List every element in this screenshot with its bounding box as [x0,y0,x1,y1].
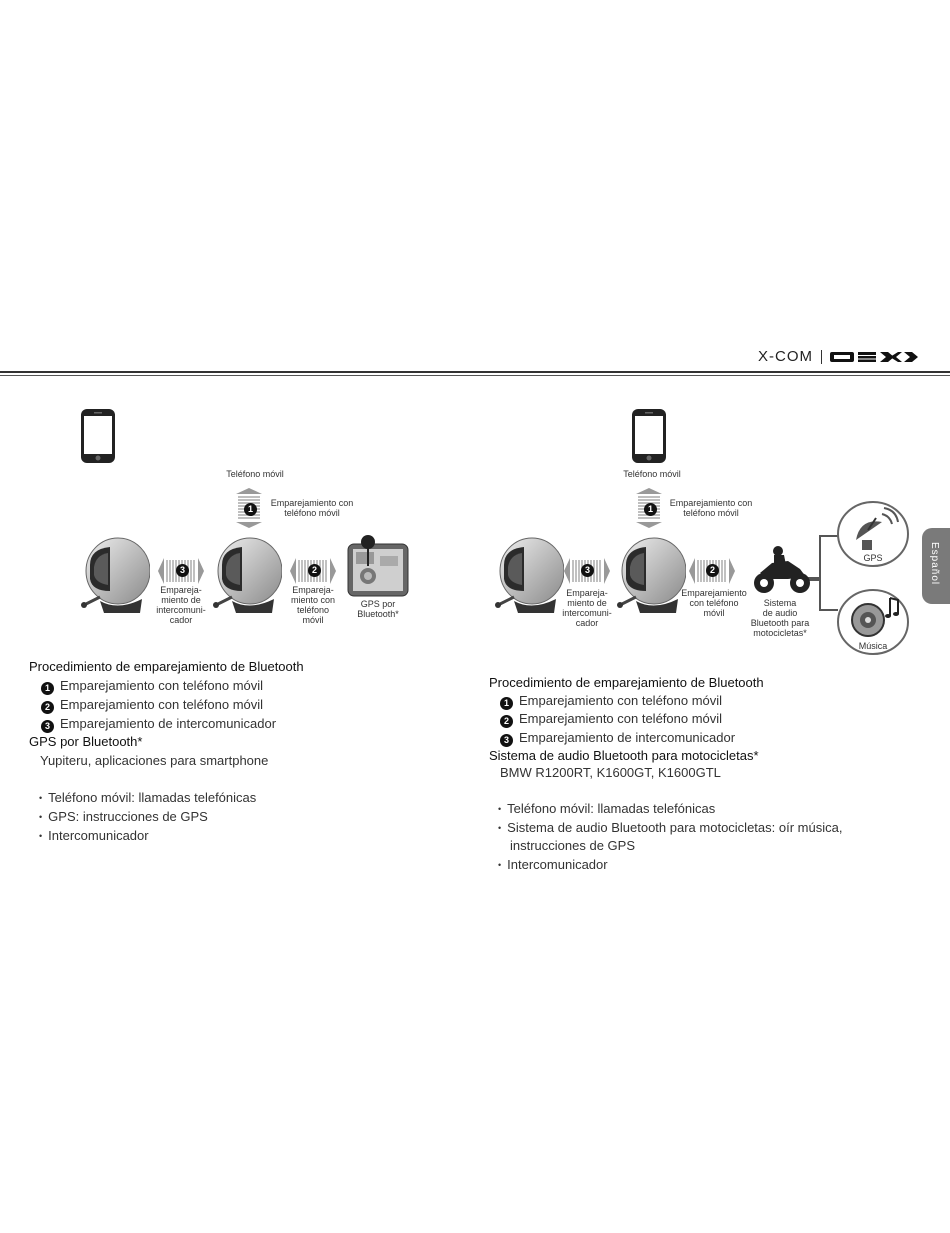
header-brand [758,348,922,365]
left-sub: Yupiteru, aplicaciones para smartphone [40,753,269,768]
step-badge-3: 3 [176,564,189,577]
left-heading-gps: GPS por Bluetooth* [29,734,143,749]
language-tab-label: Español [929,542,940,586]
step-badge-2: 2 [706,564,719,577]
gps-device-icon [346,534,410,598]
step-badge-1: 1 [244,503,257,516]
left-step-1: 1 Emparejamiento con teléfono móvil [41,678,263,695]
pair-phone-label: Emparejamiento con teléfono móvil [270,498,354,518]
right-bullet-1: • Teléfono móvil: llamadas telefónicas [498,801,715,816]
pair-intercom-label: Empareja- miento de intercomuni- cador [156,585,206,625]
pair-phone-label: Emparejamiento con teléfono móvil [669,498,753,518]
right-step-2: 2 Emparejamiento con teléfono móvil [500,711,722,728]
header-rule-thin [0,375,950,376]
left-step-2: 2 Emparejamiento con teléfono móvil [41,697,263,714]
gps-label: GPS [863,553,883,563]
right-sub: BMW R1200RT, K1600GT, K1600GTL [500,765,721,780]
pair-intercom-label: Empareja- miento de intercomuni- cador [562,588,612,628]
right-bullet-2: • Sistema de audio Bluetooth para motocicletas: oír música, instrucciones de GPS [498,819,890,855]
product-name: X-COM [758,348,813,365]
left-step-3: 3 Emparejamiento de intercomunicador [41,716,276,733]
right-step-3: 3 Emparejamiento de intercomunicador [500,730,735,747]
helmet-icon-center [212,535,282,615]
right-bullet-3: • Intercomunicador [498,857,608,872]
motorcycle-icon [752,545,812,595]
brand-divider [821,350,822,364]
left-heading-pairing: Procedimiento de emparejamiento de Bluetooth [29,659,304,674]
phone-label: Teléfono móvil [226,469,284,479]
header-rule [0,371,950,373]
left-bullet-2: • GPS: instrucciones de GPS [39,809,208,824]
gps-label: GPS por Bluetooth* [357,599,399,619]
right-heading-moto-audio: Sistema de audio Bluetooth para motocicletas* [489,748,759,763]
step-badge-2: 2 [308,564,321,577]
left-bullet-3: • Intercomunicador [39,828,149,843]
music-label: Música [858,641,888,651]
language-tab[interactable] [922,528,950,604]
helmet-icon-left [80,535,150,615]
right-heading-pairing: Procedimiento de emparejamiento de Bluetooth [489,675,764,690]
right-step-1: 1 Emparejamiento con teléfono móvil [500,693,722,710]
step-badge-3: 3 [581,564,594,577]
nexx-logo [830,351,922,363]
mobile-phone-icon [80,408,116,464]
pair-phone-label-2: Emparejamiento con teléfono móvil [681,588,747,618]
mobile-phone-icon [631,408,667,464]
left-bullet-1: • Teléfono móvil: llamadas telefónicas [39,790,256,805]
moto-audio-label: Sistema de audio Bluetooth para motocicletas* [750,598,810,638]
step-badge-1: 1 [644,503,657,516]
pair-phone-label-2: Empareja- miento con teléfono móvil [290,585,336,625]
phone-label: Teléfono móvil [623,469,681,479]
